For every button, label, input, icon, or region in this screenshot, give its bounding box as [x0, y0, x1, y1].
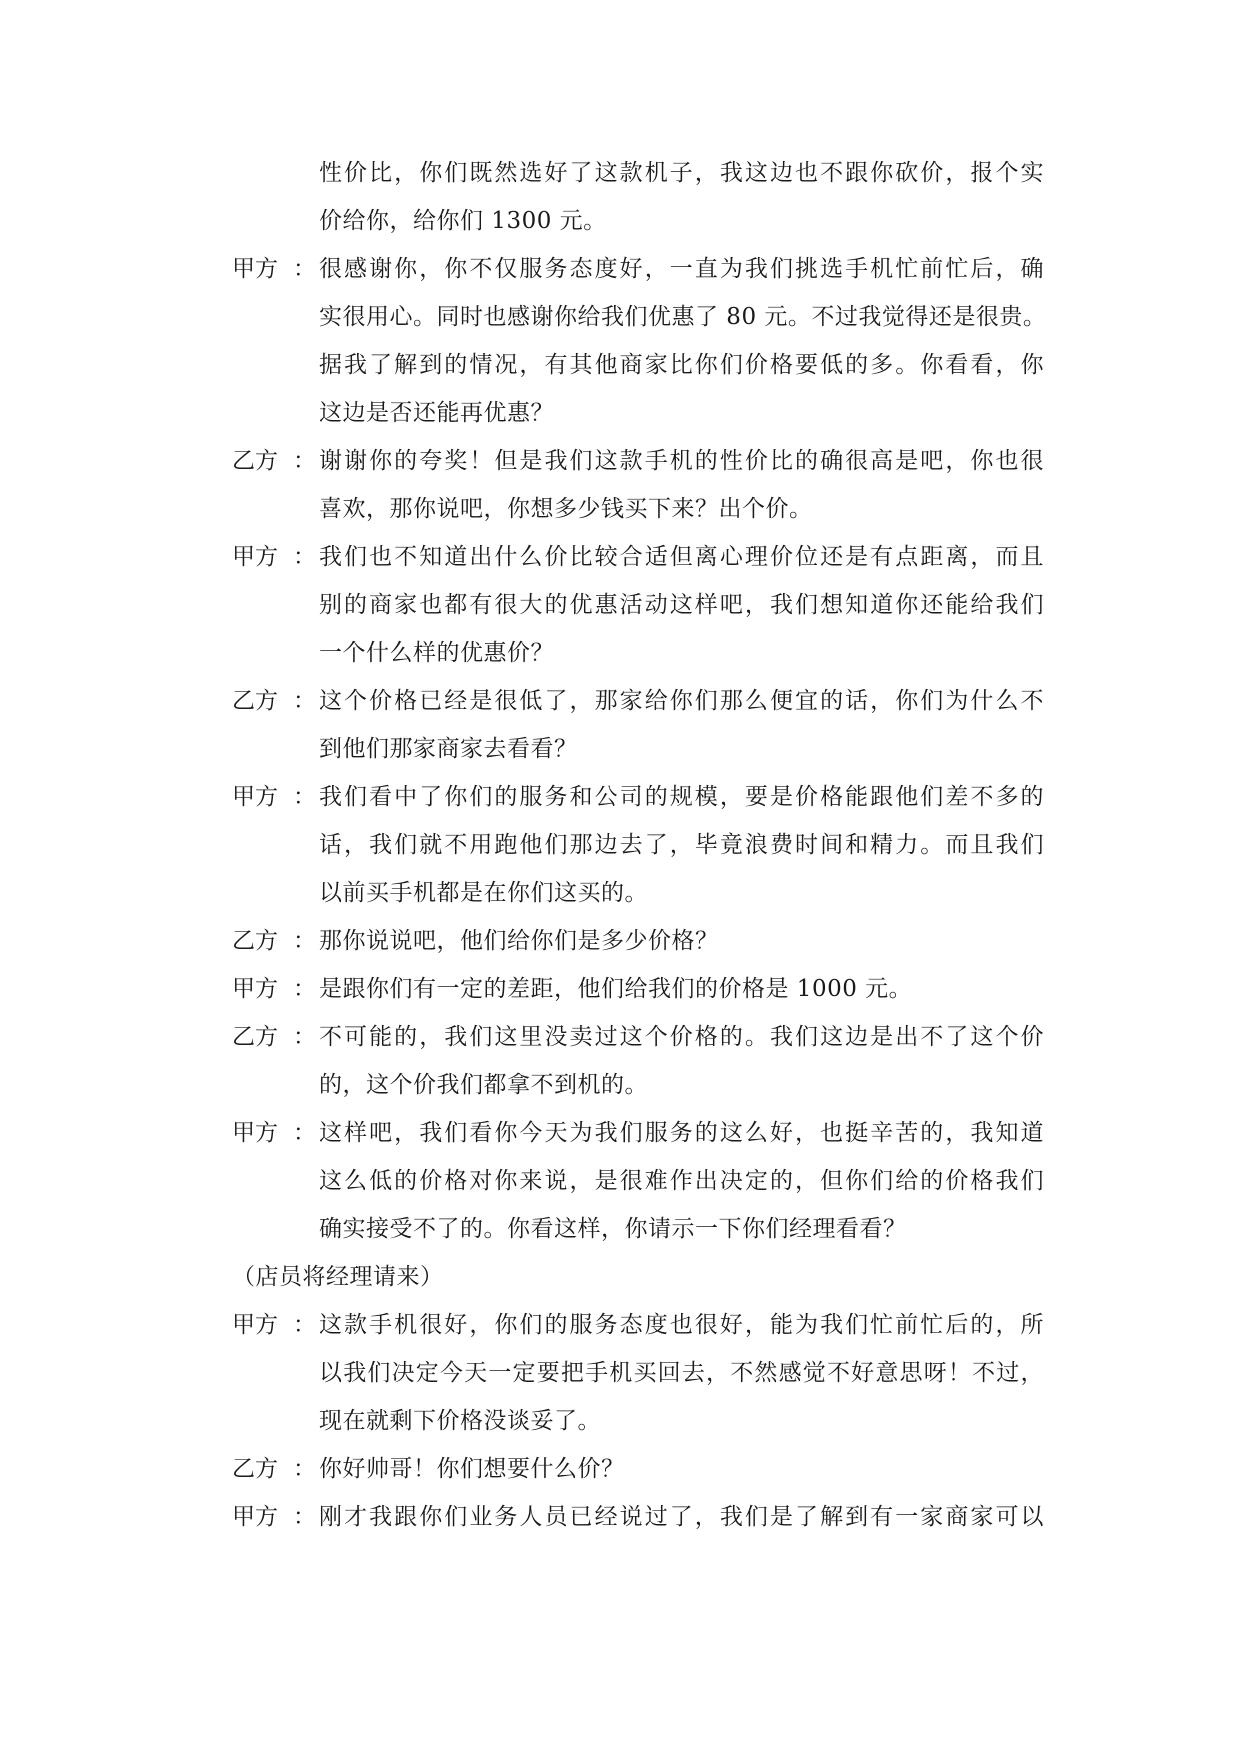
speaker-label: 甲方 — [232, 976, 278, 1002]
dialogue-line: 那你说说吧，他们给你们是多少价格？ — [319, 928, 719, 954]
speaker-colon: ： — [293, 448, 316, 474]
speaker-colon: ： — [293, 1504, 316, 1530]
speaker-label: 甲方 — [232, 1312, 278, 1338]
dialogue-line: 我们看中了你们的服务和公司的规模，要是价格能跟他们差不多的 — [319, 784, 1044, 810]
speaker-label: 甲方 — [232, 256, 278, 282]
dialogue-line: 这个价格已经是很低了，那家给你们那么便宜的话，你们为什么不 — [319, 688, 1044, 714]
dialogue-line: 很感谢你，你不仅服务态度好，一直为我们挑选手机忙前忙后，确 — [319, 256, 1044, 282]
dialogue-line: 到他们那家商家去看看？ — [319, 736, 578, 762]
speaker-label: 甲方 — [232, 1504, 278, 1530]
stage-direction: （店员将经理请来） — [232, 1264, 444, 1290]
dialogue-line: 你好帅哥！你们想要什么价？ — [319, 1456, 625, 1482]
dialogue-line: 确实接受不了的。你看这样，你请示一下你们经理看看？ — [319, 1216, 907, 1242]
speaker-colon: ： — [293, 544, 316, 570]
speaker-colon: ： — [293, 1024, 316, 1050]
dialogue-line: 以我们决定今天一定要把手机买回去，不然感觉不好意思呀！不过， — [319, 1360, 1044, 1386]
dialogue-line: 现在就剩下价格没谈妥了。 — [319, 1408, 601, 1434]
dialogue-line: 以前买手机都是在你们这买的。 — [319, 880, 648, 906]
dialogue-line: 一个什么样的优惠价？ — [319, 640, 554, 666]
speaker-colon: ： — [293, 784, 316, 810]
speaker-colon: ： — [293, 1312, 316, 1338]
dialogue-line: 是跟你们有一定的差距，他们给我们的价格是 1000 元。 — [319, 976, 913, 1002]
speaker-label: 乙方 — [232, 688, 278, 714]
dialogue-line: 别的商家也都有很大的优惠活动这样吧，我们想知道你还能给我们 — [319, 592, 1044, 618]
speaker-colon: ： — [293, 1120, 316, 1146]
speaker-colon: ： — [293, 688, 316, 714]
dialogue-line: 话，我们就不用跑他们那边去了，毕竟浪费时间和精力。而且我们 — [319, 832, 1044, 858]
dialogue-line: 这样吧，我们看你今天为我们服务的这么好，也挺辛苦的，我知道 — [319, 1120, 1044, 1146]
speaker-label: 甲方 — [232, 1120, 278, 1146]
speaker-label: 乙方 — [232, 1024, 278, 1050]
speaker-label: 甲方 — [232, 544, 278, 570]
dialogue-line: 刚才我跟你们业务人员已经说过了，我们是了解到有一家商家可以 — [319, 1504, 1044, 1530]
dialogue-line: 性价比，你们既然选好了这款机子，我这边也不跟你砍价，报个实 — [319, 160, 1044, 186]
dialogue-line: 这款手机很好，你们的服务态度也很好，能为我们忙前忙后的，所 — [319, 1312, 1044, 1338]
speaker-colon: ： — [293, 976, 316, 1002]
dialogue-line: 我们也不知道出什么价比较合适但离心理价位还是有点距离，而且 — [319, 544, 1044, 570]
dialogue-line: 的，这个价我们都拿不到机的。 — [319, 1072, 648, 1098]
speaker-colon: ： — [293, 256, 316, 282]
dialogue-line: 这边是否还能再优惠？ — [319, 400, 554, 426]
dialogue-line: 这么低的价格对你来说，是很难作出决定的，但你们给的价格我们 — [319, 1168, 1044, 1194]
speaker-colon: ： — [293, 1456, 316, 1482]
speaker-colon: ： — [293, 928, 316, 954]
dialogue-line: 不可能的，我们这里没卖过这个价格的。我们这边是出不了这个价 — [319, 1024, 1044, 1050]
dialogue-line: 喜欢，那你说吧，你想多少钱买下来？出个价。 — [319, 496, 813, 522]
dialogue-line: 据我了解到的情况，有其他商家比你们价格要低的多。你看看，你 — [319, 352, 1044, 378]
dialogue-line: 实很用心。同时也感谢你给我们优惠了 80 元。不过我觉得还是很贵。 — [319, 304, 1047, 330]
speaker-label: 甲方 — [232, 784, 278, 810]
dialogue-line: 价给你，给你们 1300 元。 — [319, 208, 607, 234]
speaker-label: 乙方 — [232, 448, 278, 474]
speaker-label: 乙方 — [232, 928, 278, 954]
dialogue-line: 谢谢你的夸奖！但是我们这款手机的性价比的确很高是吧，你也很 — [319, 448, 1044, 474]
speaker-label: 乙方 — [232, 1456, 278, 1482]
